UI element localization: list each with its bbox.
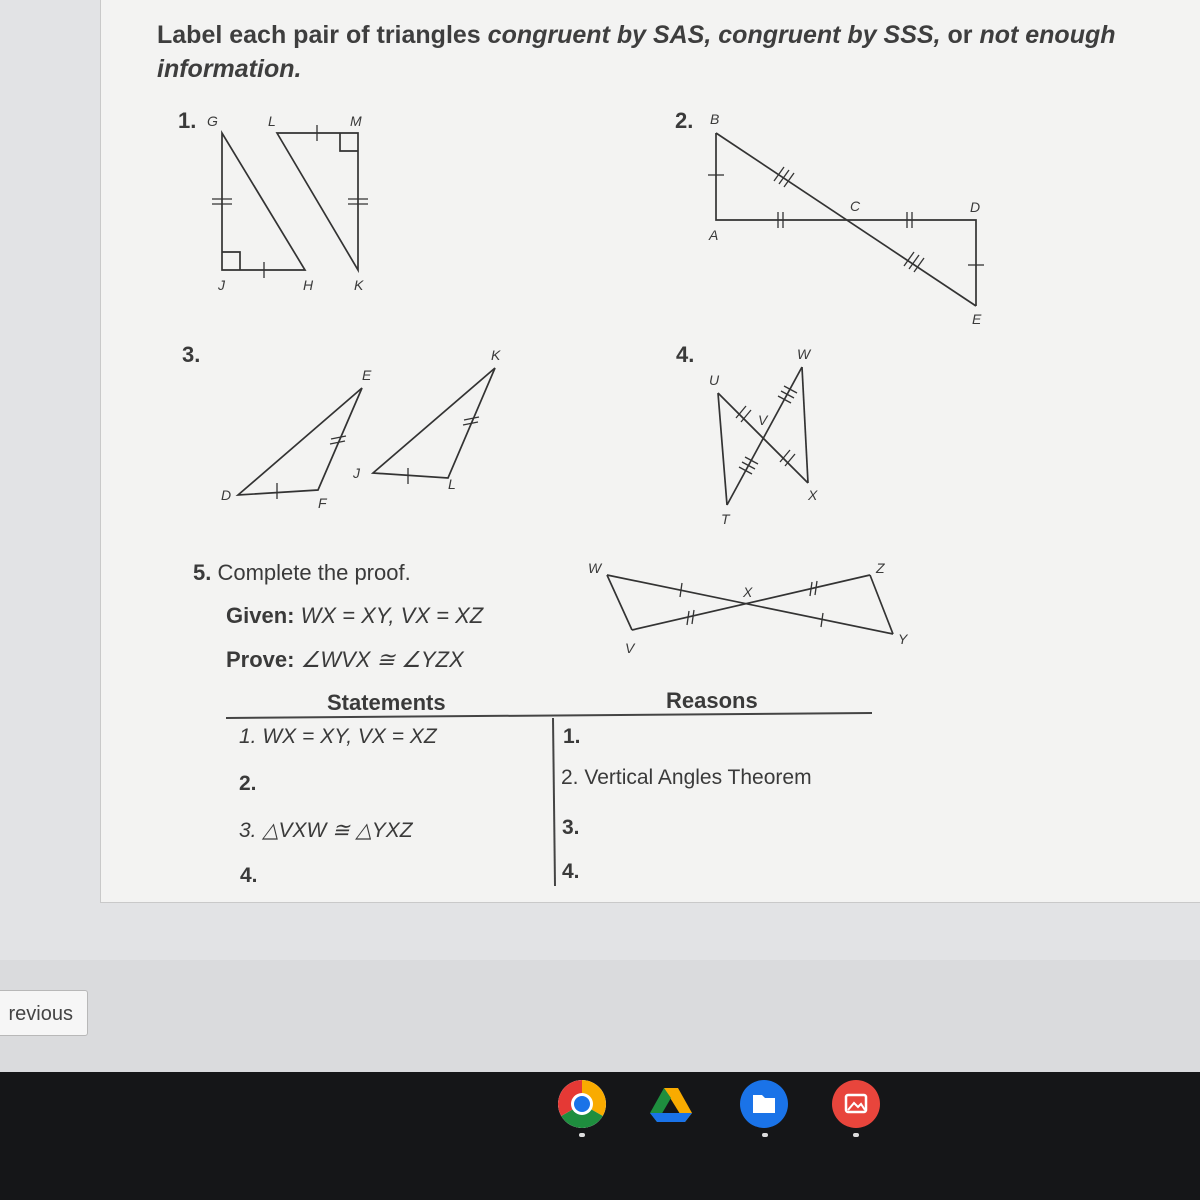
reason-4: 4. [562,860,580,883]
given-line [226,603,483,629]
triangle-lmk [277,133,358,270]
vertex-label-m: M [350,113,362,129]
problem-4-number: 4. [676,342,695,367]
statement-2: 2. [239,772,257,795]
files-folder-graphic [740,1080,788,1128]
gallery-icon[interactable] [832,1080,880,1128]
vertex-label-v4: V [758,412,768,428]
right-angle-m [340,133,358,151]
problem-3-diagram [221,347,501,511]
problem-1-number: 1. [178,108,197,133]
reason-3: 3. [562,816,580,839]
problem-5-diagram [588,560,909,656]
gallery-running-indicator [853,1133,859,1137]
vertex-label-b: B [710,111,720,127]
segment-ut [718,393,727,505]
triangle-gjh [222,133,305,270]
vertex-label-w5: W [588,560,602,576]
segment-wv [607,575,632,630]
prove-label: Prove: [226,647,295,672]
vertex-label-d3: D [221,487,232,503]
instructions-sss: congruent by SSS, [718,21,941,49]
vertex-label-w4: W [797,346,811,362]
vertex-label-e: E [972,311,982,327]
drive-icon-graphic [647,1080,695,1128]
problem-3-number: 3. [182,342,201,367]
chrome-icon-graphic [558,1080,606,1128]
files-running-indicator [762,1133,768,1137]
vertex-label-t4: T [721,511,730,527]
instructions-lead: Label each pair of triangles [157,21,481,49]
instructions-nei: not enough information. [157,21,1116,83]
chrome-icon[interactable] [558,1080,606,1128]
instructions-or: or [947,21,973,49]
segment-wx [802,367,808,483]
files-icon[interactable] [740,1080,788,1128]
right-angle-j [222,252,240,270]
vertex-label-g: G [207,113,218,129]
statement-4: 4. [240,864,258,887]
vertex-label-c: C [850,198,861,214]
reason-1: 1. [563,725,581,748]
segment-wt [727,367,802,505]
vertex-label-a: A [709,227,719,243]
problem-2-diagram [708,111,984,327]
vertex-label-u4: U [709,372,720,388]
statement-3: 3. △VXW ≅ △YXZ [239,819,413,842]
problem-1-diagram [207,113,368,293]
vertex-label-l: L [268,113,276,129]
segment-zy [870,575,893,634]
prove-text: ∠WVX ≅ ∠YZX [300,647,464,672]
vertex-label-x5: X [743,584,753,600]
vertex-label-f3: F [318,495,327,511]
instructions-sas: congruent by SAS, [487,21,712,49]
gallery-image-graphic [832,1080,880,1128]
statements-header: Statements [327,690,446,715]
proof-heading [193,560,411,586]
prove-line [226,647,464,673]
triangle-jkl [373,368,495,478]
vertex-label-k3: K [491,347,501,363]
given-label: Given: [226,603,295,628]
table-header-rule [226,713,872,718]
previous-button[interactable]: revious [0,990,88,1036]
drive-icon[interactable] [647,1080,695,1128]
vertex-label-j: J [218,277,225,293]
vertex-label-e3: E [362,367,372,383]
chrome-running-indicator [579,1133,585,1137]
problem-2-number: 2. [675,108,694,133]
vertex-label-d: D [970,199,981,215]
vertex-label-v5: V [625,640,635,656]
problem-4-diagram [709,346,818,527]
vertex-label-z5: Z [876,560,885,576]
vertex-label-l3: L [448,476,456,492]
table-column-divider [553,718,555,886]
given-text: WX = XY, VX = XZ [300,603,484,628]
vertex-label-x4: X [808,487,818,503]
statement-1: 1. WX = XY, VX = XZ [239,725,437,748]
vertex-label-y5: Y [898,631,908,647]
vertex-label-k: K [354,277,364,293]
proof-heading-text: Complete the proof. [217,560,411,585]
vertex-label-h: H [303,277,314,293]
reasons-header: Reasons [666,688,758,713]
reason-2: 2. Vertical Angles Theorem [561,766,812,789]
proof-number: 5. [193,560,212,585]
vertex-label-j3: J [353,465,360,481]
